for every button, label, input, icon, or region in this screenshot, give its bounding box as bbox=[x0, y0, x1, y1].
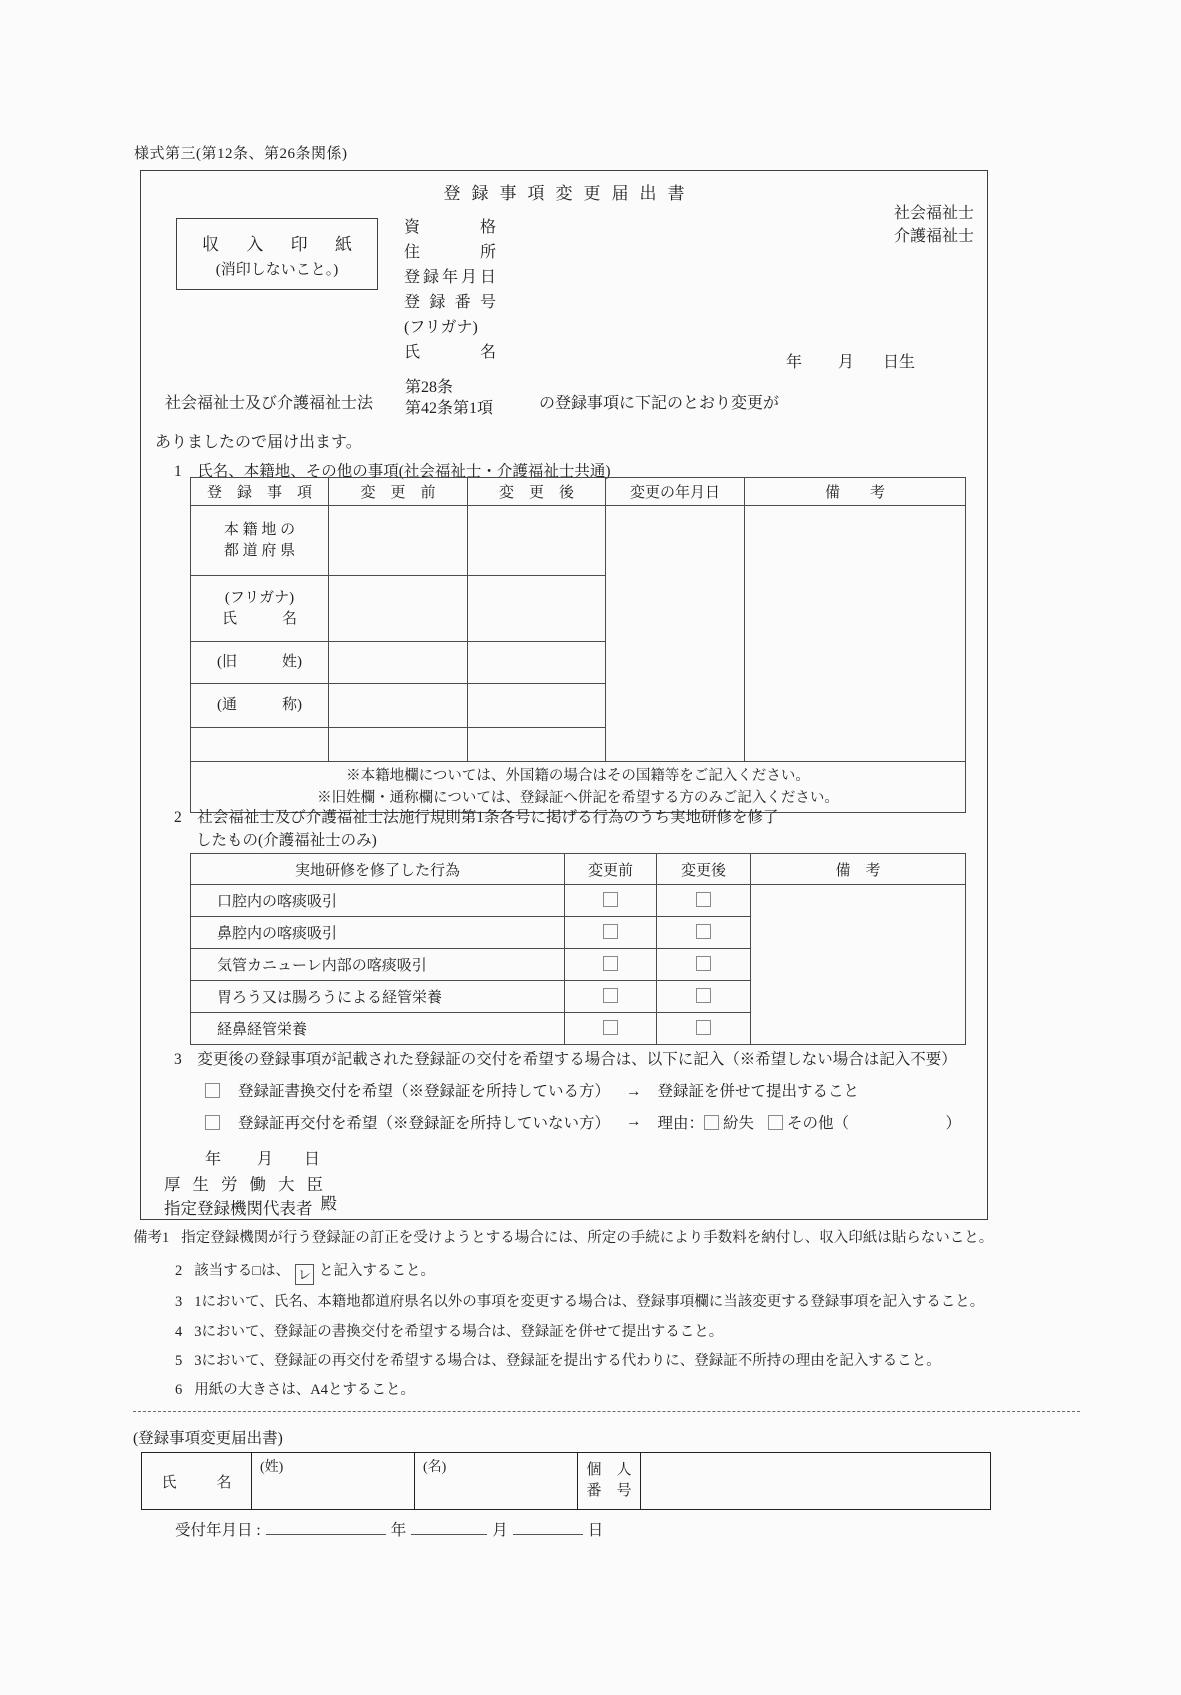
remark-item-1 bbox=[133, 1226, 993, 1247]
remark-text-3: 1において、氏名、本籍地都道府県名以外の事項を変更する場合は、登録事項欄に当該変更する登録事項を記入すること。 bbox=[194, 1294, 985, 1310]
col-header-change-date: 変更の年月日 bbox=[606, 478, 745, 506]
nasal-tube-before-cell bbox=[565, 1013, 657, 1045]
checkbox-cannula-before[interactable] bbox=[603, 956, 618, 971]
act-label-cannula-suction: 気管カニューレ内部の喀痰吸引 bbox=[191, 949, 565, 981]
checkbox-cannula-after[interactable] bbox=[696, 956, 711, 971]
given-name-label: (名) bbox=[423, 1460, 447, 1475]
footer-name-table bbox=[141, 1452, 991, 1510]
signature-day-label: 日 bbox=[304, 1151, 321, 1168]
table-row bbox=[191, 885, 966, 917]
form-code: 様式第三(第12条、第26条関係) bbox=[134, 146, 348, 162]
remark-item-6: 6 用紙の大きさは、A4とすること。 bbox=[175, 1382, 415, 1398]
declaration-closing: ありましたので届け出ます。 bbox=[155, 434, 362, 451]
check-mark-sample-box: レ bbox=[295, 1264, 314, 1285]
col-header-remarks: 備 考 bbox=[745, 478, 966, 506]
row-label-alias: (通 称) bbox=[191, 684, 329, 728]
addressee-registration-agency: 指定登録機関代表者 殿 bbox=[164, 1195, 337, 1219]
section2-heading-line2: したもの(介護福祉士のみ) bbox=[196, 832, 377, 849]
field-label-furigana: (フリガナ) bbox=[404, 319, 478, 336]
remarks-label: 備考1 bbox=[133, 1230, 170, 1246]
qualification-care-worker: 介護福祉士 bbox=[894, 228, 975, 245]
oral-after-cell bbox=[657, 885, 751, 917]
given-name-input-cell[interactable] bbox=[415, 1453, 578, 1510]
option-reissue bbox=[205, 1112, 961, 1132]
option-rewrite-issue bbox=[205, 1079, 859, 1099]
birth-date-line bbox=[141, 349, 987, 369]
col-header-completed-act: 実地研修を修了した行為 bbox=[191, 854, 565, 885]
surname-input-cell[interactable] bbox=[252, 1453, 415, 1510]
field-label-address: 住所 bbox=[404, 244, 496, 261]
birth-day-label: 日生 bbox=[883, 354, 916, 371]
reason-lost-label: 紛失 bbox=[723, 1115, 755, 1132]
section1-table bbox=[190, 477, 966, 813]
act-label-oral-suction: 口腔内の喀痰吸引 bbox=[191, 885, 565, 917]
arrow-icon: → bbox=[626, 1083, 642, 1100]
extra-before-input-cell[interactable] bbox=[329, 728, 468, 762]
section3-heading: 3 変更後の登録事項が記載された登録証の交付を希望する場合は、以下に記入（※希望しない場合は記入不要） bbox=[174, 1051, 957, 1068]
name-after-input-cell[interactable] bbox=[468, 576, 606, 642]
revenue-stamp-note: (消印しないこと。) bbox=[215, 262, 339, 278]
field-label-registration-date: 登録年月日 bbox=[404, 269, 496, 286]
signature-date-line bbox=[141, 1146, 987, 1166]
addressee-minister: 厚生労働大臣 bbox=[164, 1175, 335, 1194]
remark-text-5: 3において、登録証の再交付を希望する場合は、登録証を提出する代わりに、登録証不所持の理由を記入すること。 bbox=[194, 1353, 941, 1369]
table-row bbox=[191, 506, 966, 576]
checkbox-oral-after[interactable] bbox=[696, 892, 711, 907]
field-row-address[interactable] bbox=[404, 240, 496, 265]
main-form-box bbox=[140, 170, 988, 1220]
field-label-name: 氏名 bbox=[404, 344, 496, 361]
birth-year-label: 年 bbox=[786, 354, 803, 371]
field-row-furigana[interactable] bbox=[404, 315, 496, 340]
field-row-registration-number[interactable] bbox=[404, 290, 496, 315]
remark-item-2: 2 該当する□は、 レ と記入すること。 bbox=[175, 1259, 435, 1285]
col-header-registered-item: 登 録 事 項 bbox=[191, 478, 329, 506]
checkbox-gastrostomy-before[interactable] bbox=[603, 988, 618, 1003]
former-surname-after-input-cell[interactable] bbox=[468, 642, 606, 684]
cannula-before-cell bbox=[565, 949, 657, 981]
table-row bbox=[142, 1453, 991, 1510]
change-date-input-cell[interactable] bbox=[606, 506, 745, 762]
col-header-after-change: 変 更 後 bbox=[468, 478, 606, 506]
remark-text-2-post: と記入すること。 bbox=[319, 1263, 436, 1279]
act-label-nasal-suction: 鼻腔内の喀痰吸引 bbox=[191, 917, 565, 949]
alias-after-input-cell[interactable] bbox=[468, 684, 606, 728]
field-row-qualification[interactable] bbox=[404, 215, 496, 240]
remark-text-1: 指定登録機関が行う登録証の訂正を受けようとする場合には、所定の手続により手数料を納付し、収入印紙は貼らないこと。 bbox=[181, 1230, 994, 1246]
cannula-after-cell bbox=[657, 949, 751, 981]
cut-line-divider bbox=[133, 1411, 1080, 1412]
name-before-input-cell[interactable] bbox=[329, 576, 468, 642]
reason-other-label: その他（ bbox=[787, 1115, 850, 1132]
section2-remarks-input-cell[interactable] bbox=[751, 885, 966, 1045]
footer-name-label-cell: 氏 名 bbox=[142, 1453, 252, 1510]
reception-day-input[interactable] bbox=[513, 1518, 583, 1535]
checkbox-gastrostomy-after[interactable] bbox=[696, 988, 711, 1003]
law-article-28: 第28条 bbox=[405, 379, 454, 396]
nasal-tube-after-cell bbox=[657, 1013, 751, 1045]
row-label-domicile: 本 籍 地 の 都 道 府 県 bbox=[191, 506, 329, 576]
nasal-after-cell bbox=[657, 917, 751, 949]
reason-label: 理由： bbox=[657, 1115, 705, 1132]
section2-heading-line1: 2 社会福祉士及び介護福祉士法施行規則第1条各号に掲げる行為のうち実地研修を修了 bbox=[174, 809, 779, 826]
checkbox-nasal-tube-after[interactable] bbox=[696, 1020, 711, 1035]
checkbox-nasal-before[interactable] bbox=[603, 924, 618, 939]
revenue-stamp-label: 収入印紙 bbox=[202, 235, 352, 254]
law-name: 社会福祉士及び介護福祉士法 bbox=[165, 395, 374, 412]
gastrostomy-after-cell bbox=[657, 981, 751, 1013]
option-rewrite-label: 登録証書換交付を希望（※登録証を所持している方） bbox=[238, 1083, 611, 1100]
reception-day-label: 日 bbox=[587, 1522, 604, 1539]
act-label-gastrostomy: 胃ろう又は腸ろうによる経管栄養 bbox=[191, 981, 565, 1013]
option-reissue-label: 登録証再交付を希望（※登録証を所持していない方） bbox=[238, 1115, 611, 1132]
col-header-before: 変更前 bbox=[565, 854, 657, 885]
alias-before-input-cell[interactable] bbox=[329, 684, 468, 728]
note-domicile: ※本籍地欄については、外国籍の場合はその国籍等をご記入ください。 bbox=[346, 768, 810, 784]
signature-month-label: 月 bbox=[257, 1151, 274, 1168]
table-row bbox=[191, 478, 966, 506]
option-rewrite-tail: 登録証を併せて提出すること bbox=[657, 1083, 860, 1100]
extra-item-input-cell[interactable] bbox=[191, 728, 329, 762]
form-title: 登録事項変更届出書 bbox=[443, 184, 696, 203]
remark-text-4: 3において、登録証の書換交付を希望する場合は、登録証を併せて提出すること。 bbox=[194, 1324, 724, 1340]
reception-date-line bbox=[175, 1518, 603, 1540]
qualification-titles bbox=[894, 202, 974, 248]
checkbox-nasal-tube-before[interactable] bbox=[603, 1020, 618, 1035]
remark-text-6: 用紙の大きさは、A4とすること。 bbox=[194, 1382, 415, 1398]
field-label-registration-number: 登録番号 bbox=[404, 294, 496, 311]
checkbox-nasal-after[interactable] bbox=[696, 924, 711, 939]
domicile-before-input-cell[interactable] bbox=[329, 506, 468, 576]
section1-heading: 1 氏名、本籍地、その他の事項(社会福祉士・介護福祉士共通) bbox=[174, 463, 611, 480]
qualification-social-worker: 社会福祉士 bbox=[894, 205, 975, 222]
note-former-surname: ※旧姓欄・通称欄については、登録証へ併記を希望する方のみご記入ください。 bbox=[317, 790, 839, 806]
remarks-input-cell[interactable] bbox=[745, 506, 966, 762]
col-header-before-change: 変 更 前 bbox=[329, 478, 468, 506]
field-row-registration-date[interactable] bbox=[404, 265, 496, 290]
remark-item-5: 5 3において、登録証の再交付を希望する場合は、登録証を提出する代わりに、登録証不所持の理由を記入すること。 bbox=[175, 1353, 941, 1369]
field-label-qualification: 資格 bbox=[404, 219, 496, 236]
signature-year-label: 年 bbox=[205, 1151, 222, 1168]
act-label-nasal-tube: 経鼻経管栄養 bbox=[191, 1013, 565, 1045]
col-header-after: 変更後 bbox=[657, 854, 751, 885]
row-label-name: (フリガナ) 氏 名 bbox=[191, 576, 329, 642]
row-label-former-surname: (旧 姓) bbox=[191, 642, 329, 684]
former-surname-before-input-cell[interactable] bbox=[329, 642, 468, 684]
domicile-after-input-cell[interactable] bbox=[468, 506, 606, 576]
personal-number-input-cell[interactable] bbox=[641, 1453, 991, 1510]
reception-date-label: 受付年月日 : bbox=[175, 1522, 261, 1539]
birth-month-label: 月 bbox=[838, 354, 855, 371]
col-header-remarks2: 備 考 bbox=[751, 854, 966, 885]
nasal-before-cell bbox=[565, 917, 657, 949]
checkbox-reason-other[interactable] bbox=[768, 1115, 783, 1130]
gastrostomy-before-cell bbox=[565, 981, 657, 1013]
declaration-tail: の登録事項に下記のとおり変更が bbox=[539, 395, 780, 412]
reception-month-input[interactable] bbox=[411, 1518, 487, 1535]
reception-year-input[interactable] bbox=[266, 1518, 386, 1535]
checkbox-oral-before[interactable] bbox=[603, 892, 618, 907]
reason-close-paren: ） bbox=[945, 1115, 961, 1132]
reception-month-label: 月 bbox=[492, 1522, 508, 1539]
table-row bbox=[191, 854, 966, 885]
checkbox-reissue[interactable] bbox=[205, 1115, 220, 1130]
personal-number-label-cell: 個 人 番 号 bbox=[578, 1453, 641, 1510]
checkbox-rewrite-issue[interactable] bbox=[205, 1083, 220, 1098]
law-article-42: 第42条第1項 bbox=[405, 400, 494, 417]
registrant-fields bbox=[404, 215, 496, 365]
remark-item-3: 3 1において、氏名、本籍地都道府県名以外の事項を変更する場合は、登録事項欄に当該変更する登録事項を記入すること。 bbox=[175, 1294, 985, 1310]
checkbox-reason-lost[interactable] bbox=[704, 1115, 719, 1130]
oral-before-cell bbox=[565, 885, 657, 917]
section2-table bbox=[190, 853, 966, 1045]
footer-form-title: (登録事項変更届出書) bbox=[133, 1430, 283, 1447]
revenue-stamp-box bbox=[176, 218, 378, 290]
honorific-tono: 殿 bbox=[320, 1194, 337, 1213]
remark-item-4: 4 3において、登録証の書換交付を希望する場合は、登録証を併せて提出すること。 bbox=[175, 1324, 724, 1340]
extra-after-input-cell[interactable] bbox=[468, 728, 606, 762]
reception-year-label: 年 bbox=[390, 1522, 407, 1539]
law-articles bbox=[405, 377, 493, 419]
remark-text-2-pre: 該当する□は、 bbox=[194, 1263, 291, 1279]
arrow-icon: → bbox=[626, 1113, 642, 1130]
surname-label: (姓) bbox=[260, 1460, 284, 1475]
